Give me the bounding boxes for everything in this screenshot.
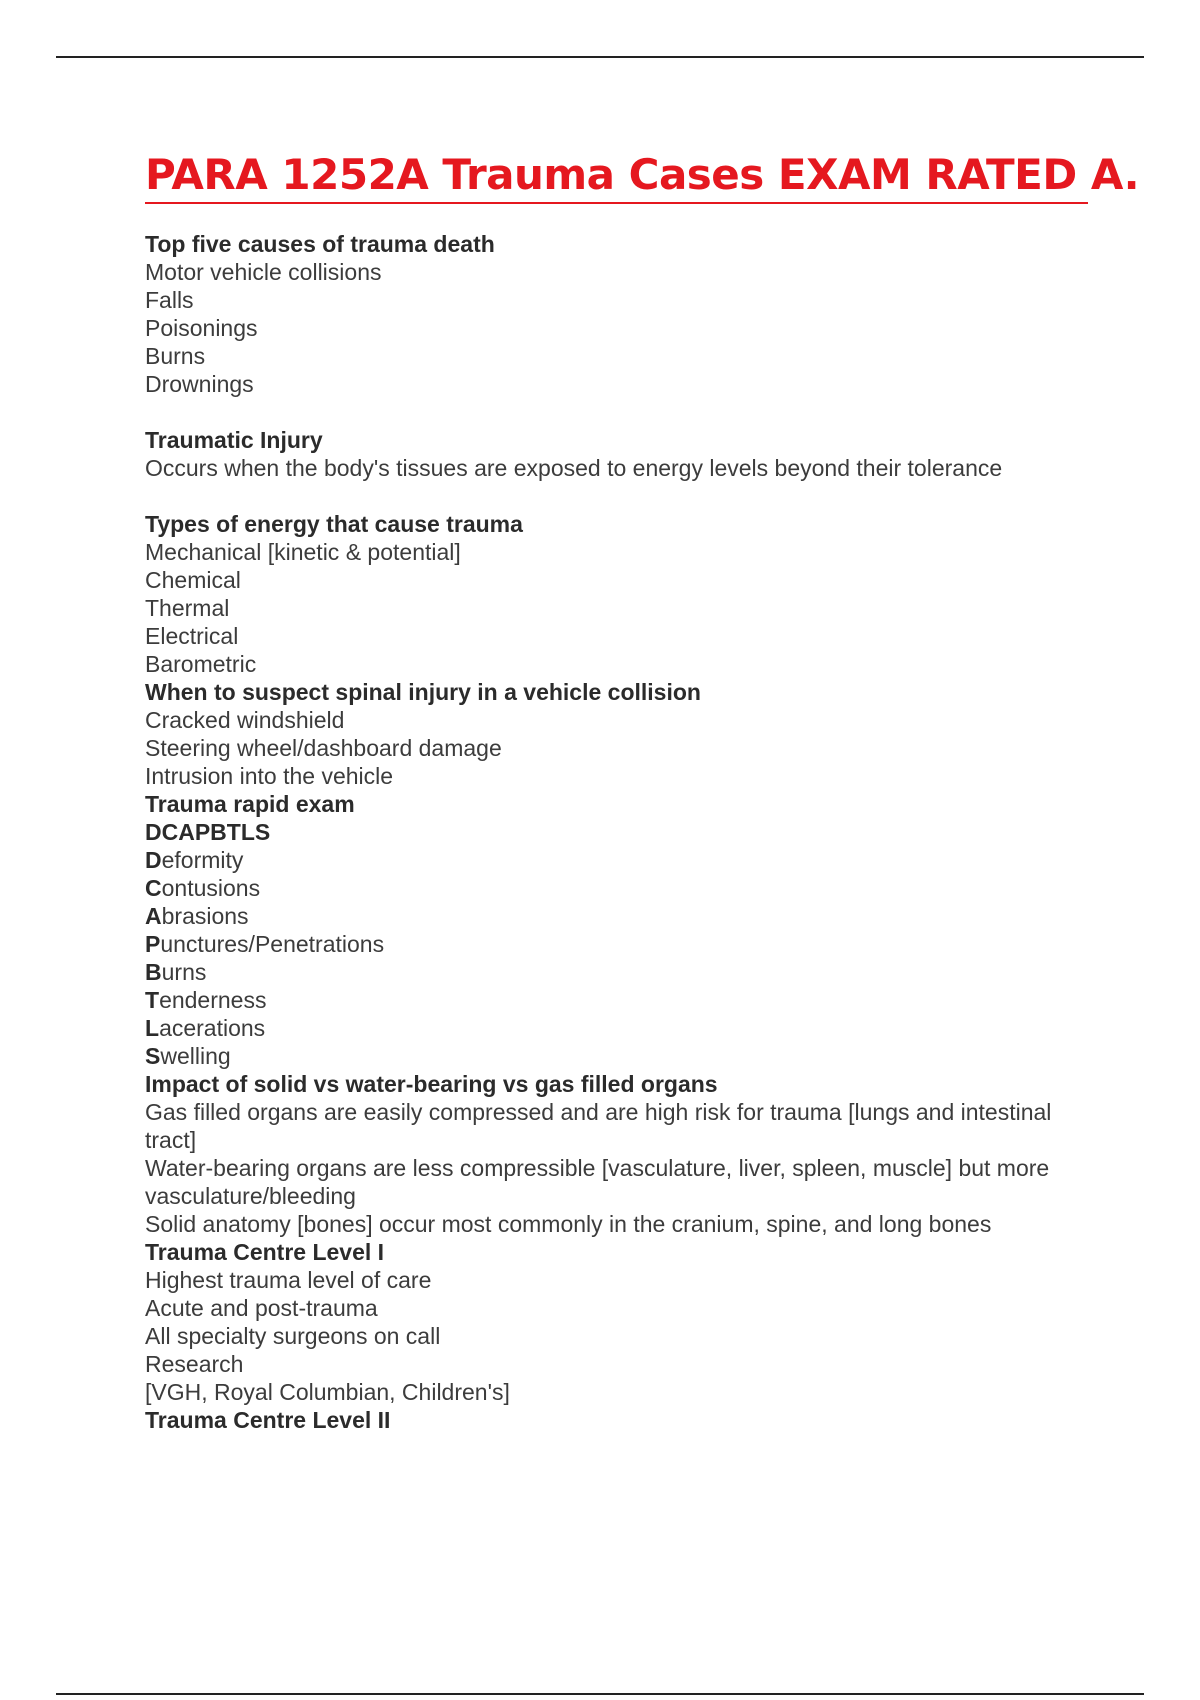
acronym-rest: eformity: [161, 847, 244, 873]
list-item: Research: [145, 1351, 244, 1377]
section-heading: Trauma Centre Level I: [145, 1239, 385, 1265]
acronym-rest: brasions: [161, 903, 249, 929]
list-item: Cracked windshield: [145, 707, 345, 733]
top-rule: [56, 56, 1144, 58]
spacer: [145, 398, 1065, 426]
section-heading: Top five causes of trauma death: [145, 231, 495, 257]
acronym-letter: S: [145, 1043, 161, 1069]
acronym-item: [145, 1014, 1065, 1042]
spacer: [145, 482, 1065, 510]
acronym-item: [145, 1042, 1065, 1070]
list-item: All specialty surgeons on call: [145, 1323, 441, 1349]
list-item: Barometric: [145, 651, 257, 677]
list-item: Solid anatomy [bones] occur most commonly in the cranium, spine, and long bones: [145, 1211, 992, 1237]
list-item: Motor vehicle collisions: [145, 259, 382, 285]
section-heading: When to suspect spinal injury in a vehicle collision: [145, 679, 701, 705]
acronym-heading: DCAPBTLS: [145, 819, 271, 845]
list-item: Acute and post-trauma: [145, 1295, 378, 1321]
list-item: Steering wheel/dashboard damage: [145, 735, 502, 761]
list-item: Poisonings: [145, 315, 258, 341]
list-item: Intrusion into the vehicle: [145, 763, 394, 789]
list-item: Water-bearing organs are less compressible [vasculature, liver, spleen, muscle] but more vasculature/bleeding: [145, 1155, 1050, 1209]
list-item: Occurs when the body's tissues are exposed to energy levels beyond their tolerance: [145, 455, 1003, 481]
acronym-letter: D: [145, 847, 162, 873]
title-underline: [145, 202, 1088, 204]
document-body: [145, 230, 1065, 1434]
acronym-rest: acerations: [159, 1015, 266, 1041]
list-item: Mechanical [kinetic & potential]: [145, 539, 461, 565]
list-item: Highest trauma level of care: [145, 1267, 432, 1293]
acronym-item: [145, 958, 1065, 986]
list-item: Thermal: [145, 595, 230, 621]
acronym-item: [145, 846, 1065, 874]
section-heading: Trauma rapid exam: [145, 791, 355, 817]
acronym-letter: P: [145, 931, 161, 957]
list-item: Drownings: [145, 371, 254, 397]
acronym-item: [145, 986, 1065, 1014]
acronym-item: [145, 930, 1065, 958]
acronym-item: [145, 902, 1065, 930]
acronym-rest: unctures/Penetrations: [160, 931, 385, 957]
bottom-rule: [56, 1693, 1144, 1695]
acronym-letter: A: [145, 903, 162, 929]
list-item: [VGH, Royal Columbian, Children's]: [145, 1379, 510, 1405]
list-item: Burns: [145, 343, 206, 369]
acronym-rest: ontusions: [161, 875, 261, 901]
section-heading: Impact of solid vs water-bearing vs gas filled organs: [145, 1071, 718, 1097]
acronym-rest: urns: [161, 959, 207, 985]
document-title: PARA 1252A Trauma Cases EXAM RATED A.: [145, 150, 1140, 199]
list-item: Falls: [145, 287, 194, 313]
section-heading: Trauma Centre Level II: [145, 1407, 391, 1433]
section-heading: Types of energy that cause trauma: [145, 511, 523, 537]
acronym-letter: C: [145, 875, 162, 901]
acronym-rest: welling: [160, 1043, 231, 1069]
acronym-letter: B: [145, 959, 162, 985]
acronym-rest: enderness: [159, 987, 267, 1013]
acronym-letter: T: [145, 987, 160, 1013]
acronym-item: [145, 874, 1065, 902]
acronym-letter: L: [145, 1015, 160, 1041]
list-item: Electrical: [145, 623, 239, 649]
list-item: Chemical: [145, 567, 241, 593]
list-item: Gas filled organs are easily compressed and are high risk for trauma [lungs and intestinal tract]: [145, 1099, 1052, 1153]
section-heading: Traumatic Injury: [145, 427, 323, 453]
